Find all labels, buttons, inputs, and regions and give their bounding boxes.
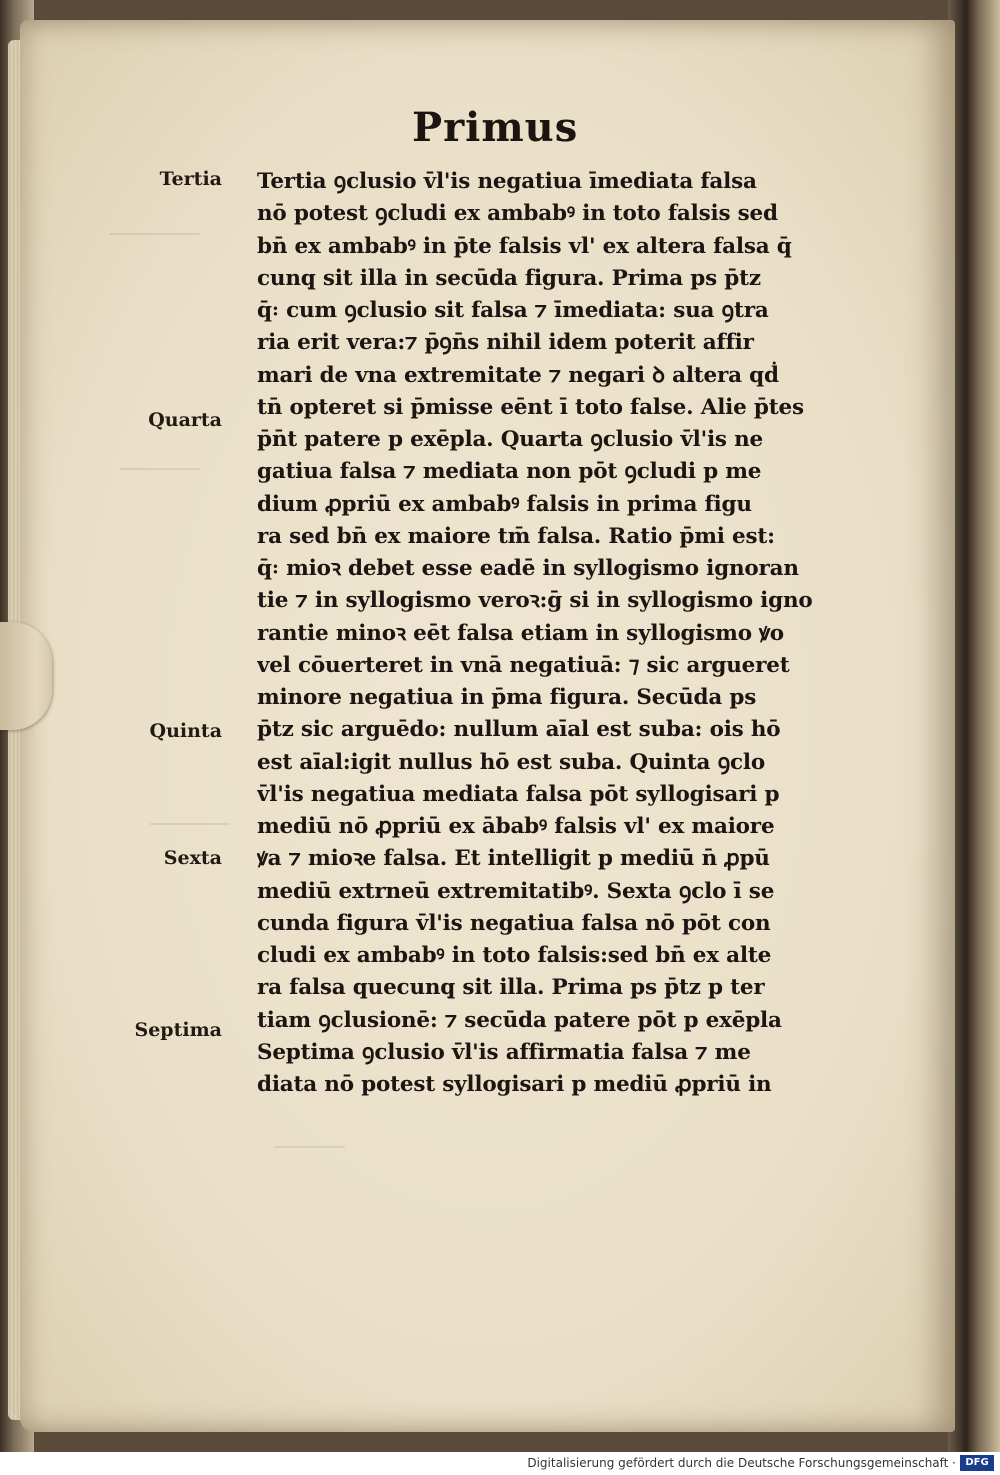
main-text-block [257, 166, 829, 1101]
side-note-quarta: Quarta [148, 409, 222, 431]
text-line: ra falsa quecunq̧ sit illa. Prima ps p̄tz p ter [257, 975, 765, 1001]
text-line: mediū nō ꝓpriū ex ābabꝰ falsis vl' ex maiore [257, 814, 775, 839]
text-line: vel cōuerteret in vnā negatiuā: ⁊ sic argueret [257, 652, 790, 678]
show-through-mark [110, 215, 200, 235]
text-line: cunq̧ sit illa in secūda figura. Prima ps p̄tz [257, 265, 761, 291]
side-note-tertia: Tertia [159, 168, 222, 190]
funding-notice: Digitalisierung gefördert durch die Deutsche Forschungsgemeinschaft · [527, 1456, 956, 1470]
side-note-quinta: Quinta [149, 720, 222, 742]
dfg-logo: DFG [960, 1455, 994, 1471]
text-line: cunda figura v̄l'is negatiua falsa nō pōt con [257, 910, 771, 936]
text-line: bn̄ ex ambabꝰ in p̄te falsis vl' ex altera falsa q̄ [257, 233, 792, 259]
text-line: mediū extrneū extremitatibꝰ. Sexta ꝯclo ī se [257, 878, 775, 904]
show-through-mark [150, 805, 230, 825]
text-line: ria erit vera:⁊ p̄ꝯn̄s nihil idem poterit affir [257, 330, 754, 356]
show-through-mark [120, 450, 200, 470]
footer-banner [0, 1452, 1000, 1475]
text-line: ra sed bn̄ ex maiore tm̄ falsa. Ratio p̄mi est: [257, 523, 775, 549]
side-note-sexta: Sexta [163, 847, 222, 869]
text-line: cludi ex ambabꝰ in toto falsis:sed bn̄ ex alte [257, 943, 772, 968]
text-line: p̄n̄t patere p exēpla. Quarta ꝯclusio v̄l'is ne [257, 427, 764, 452]
text-line: diata nō potest syllogisari p mediū ꝓpriū in [257, 1072, 772, 1097]
text-line: q̄꞉ mioꝛ debet esse eadē in syllogismo ignoran [257, 556, 799, 581]
text-line: minore negatiua in p̄ma figura. Secūda ps [257, 685, 757, 710]
text-line: Tertia ꝯclusio v̄l'is negatiua īmediata falsa [257, 169, 757, 194]
side-note-septima: Septima [134, 1019, 222, 1041]
text-line: Septima ꝯclusio v̄l'is affirmatia falsa ⁊ me [257, 1039, 751, 1065]
text-line: tiam ꝯclusionē: ⁊ secūda patere pōt p exēpla [257, 1007, 782, 1033]
text-line: nō potest ꝯcludi ex ambabꝰ in toto falsis sed [257, 201, 778, 227]
text-line: p̄tz sic arguēdo: nullum aīal est suba: ois hō [257, 717, 781, 743]
text-line: gatiua falsa ⁊ mediata non pōt ꝯcludi p me [257, 459, 762, 485]
text-line: est aīal:igit nullus hō est suba. Quinta ꝯclo [257, 749, 765, 775]
text-line: tn̄ opteret si p̄misse eēnt ī toto false. Alie p̄tes [257, 394, 804, 420]
text-line: v̄l'is negatiua mediata falsa pōt syllogisari p [257, 781, 780, 807]
running-head: Primus [412, 104, 579, 151]
book-spine [948, 0, 1000, 1452]
text-line: ꝟa ⁊ mioꝛe falsa. Et intelligit p mediū n̄ ꝓpū [257, 846, 770, 872]
show-through-mark [275, 1128, 345, 1148]
text-line: q̄꞉ cum ꝯclusio sit falsa ⁊ īmediata: sua ꝯtra [257, 298, 769, 323]
text-line: rantie minoꝛ eēt falsa etiam in syllogismo ꝟo [257, 620, 784, 646]
text-line: mari de vna extremitate ⁊ negari ꝺ altera qḋ [257, 362, 779, 388]
text-line: tie ⁊ in syllogismo veroꝛ:ḡ si in syllogismo igno [257, 588, 813, 614]
text-line: dium ꝓpriū ex ambabꝰ falsis in prima figu [257, 491, 752, 517]
